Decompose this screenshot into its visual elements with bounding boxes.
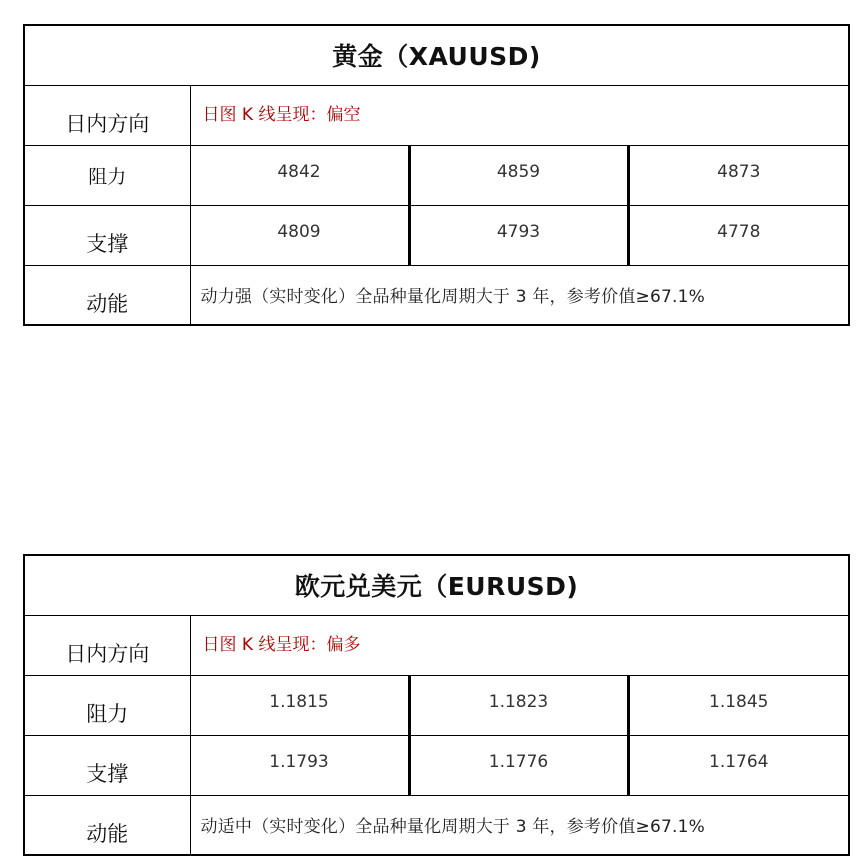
direction-label: 日内方向 — [24, 85, 190, 145]
support-value-3: 1.1764 — [628, 735, 849, 795]
resistance-value-1: 1.1815 — [190, 675, 409, 735]
support-value-3: 4778 — [628, 205, 849, 265]
support-value-2: 1.1776 — [409, 735, 628, 795]
momentum-label: 动能 — [24, 795, 190, 855]
resistance-value-1: 4842 — [190, 145, 409, 205]
resistance-value-3: 1.1845 — [628, 675, 849, 735]
eurusd-table — [23, 554, 850, 856]
resistance-value-2: 4859 — [409, 145, 628, 205]
support-label: 支撑 — [24, 735, 190, 795]
table-title: 欧元兑美元（EURUSD) — [24, 555, 849, 615]
momentum-value: 动适中（实时变化）全品种量化周期大于 3 年，参考价值≥67.1% — [190, 795, 849, 855]
momentum-label: 动能 — [24, 265, 190, 325]
support-value-1: 4809 — [190, 205, 409, 265]
direction-value: 日图 K 线呈现：偏多 — [190, 615, 849, 675]
resistance-value-3: 4873 — [628, 145, 849, 205]
support-value-2: 4793 — [409, 205, 628, 265]
direction-label: 日内方向 — [24, 615, 190, 675]
table-title: 黄金（XAUUSD) — [24, 25, 849, 85]
momentum-value: 动力强（实时变化）全品种量化周期大于 3 年，参考价值≥67.1% — [190, 265, 849, 325]
support-label: 支撑 — [24, 205, 190, 265]
support-value-1: 1.1793 — [190, 735, 409, 795]
resistance-value-2: 1.1823 — [409, 675, 628, 735]
resistance-label: 阻力 — [24, 675, 190, 735]
xauusd-table — [23, 24, 850, 326]
resistance-label: 阻力 — [24, 145, 190, 205]
direction-value: 日图 K 线呈现：偏空 — [190, 85, 849, 145]
